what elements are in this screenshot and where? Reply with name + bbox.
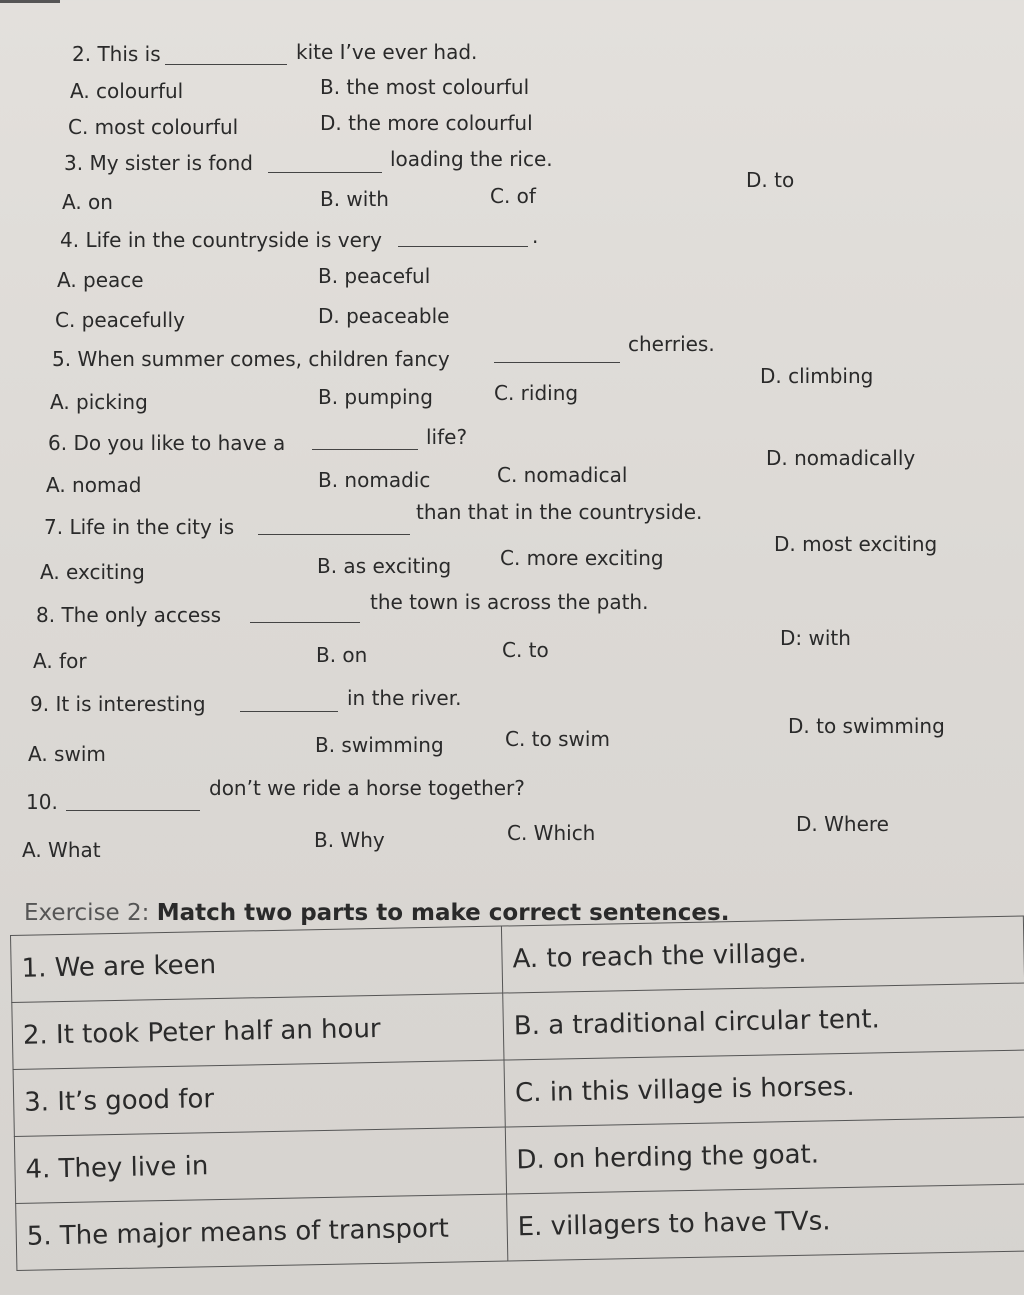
question-9-option-a: A. swim: [28, 742, 106, 766]
question-2-after: kite I’ve ever had.: [296, 40, 478, 64]
question-7-option-d: D. most exciting: [774, 532, 938, 556]
match-right-cell: A. to reach the village.: [501, 916, 1024, 993]
match-right-cell: D. on herding the goat.: [505, 1117, 1024, 1194]
question-6-option-b: B. nomadic: [318, 468, 431, 492]
match-right-cell: C. in this village is horses.: [504, 1050, 1024, 1127]
question-3-option-a: A. on: [62, 190, 113, 214]
question-10-option-a: A. What: [22, 838, 101, 862]
question-8-option-b: B. on: [316, 643, 368, 667]
question-9-stem: 9. It is interesting: [30, 692, 206, 716]
question-5-option-b: B. pumping: [318, 385, 433, 409]
question-6-option-c: C. nomadical: [497, 463, 628, 487]
question-9-blank: [240, 711, 338, 712]
question-3-option-d: D. to: [746, 168, 795, 192]
question-7-after: than that in the countryside.: [416, 500, 703, 524]
match-left-cell: 4. They live in: [14, 1127, 506, 1203]
match-right-cell: B. a traditional circular tent.: [503, 983, 1024, 1060]
question-8-blank: [250, 622, 360, 623]
question-10-after: don’t we ride a horse together?: [209, 776, 525, 800]
question-3-blank: [268, 172, 382, 173]
question-4-option-b: B. peaceful: [318, 264, 431, 288]
match-left-cell: 1. We are keen: [11, 926, 503, 1002]
question-8-option-d: D: with: [780, 626, 851, 650]
match-right-cell: E. villagers to have TVs.: [507, 1184, 1024, 1261]
exercise-2-label: Exercise 2:: [24, 900, 150, 926]
question-2-option-c: C. most colourful: [68, 115, 239, 139]
question-5-option-d: D. climbing: [760, 364, 874, 388]
question-5-stem: 5. When summer comes, children fancy: [52, 347, 450, 371]
question-2-option-b: B. the most colourful: [320, 75, 530, 99]
question-7-stem: 7. Life in the city is: [44, 515, 235, 539]
question-3-stem: 3. My sister is fond: [64, 151, 253, 175]
question-2-stem: 2. This is: [72, 42, 161, 66]
question-2-option-a: A. colourful: [70, 79, 184, 103]
question-9-option-b: B. swimming: [315, 733, 444, 757]
question-4-option-c: C. peacefully: [55, 308, 185, 332]
question-3-option-b: B. with: [320, 187, 389, 211]
question-7-blank: [258, 534, 410, 535]
match-left-cell: 2. It took Peter half an hour: [12, 993, 504, 1069]
question-6-after: life?: [426, 425, 468, 449]
question-5-option-c: C. riding: [494, 381, 579, 405]
question-8-option-a: A. for: [33, 649, 87, 673]
question-4-option-a: A. peace: [57, 268, 144, 292]
question-9-option-c: C. to swim: [505, 727, 610, 751]
question-9-after: in the river.: [347, 686, 462, 710]
question-7-option-c: C. more exciting: [500, 546, 664, 570]
question-2-option-d: D. the more colourful: [320, 111, 533, 135]
question-5-after: cherries.: [628, 332, 715, 356]
match-left-cell: 5. The major means of transport: [16, 1194, 508, 1270]
question-4-stem: 4. Life in the countryside is very: [60, 228, 382, 252]
question-6-option-a: A. nomad: [46, 473, 142, 497]
question-6-stem: 6. Do you like to have a: [48, 431, 286, 455]
question-4-after: .: [532, 224, 539, 248]
exercise-2-title: Match two parts to make correct sentences.: [156, 900, 730, 926]
exercise-2-heading: [24, 902, 729, 925]
question-10-option-b: B. Why: [314, 828, 385, 852]
question-3-after: loading the rice.: [390, 147, 553, 171]
matching-table: [10, 916, 1024, 1271]
question-10-blank: [66, 810, 200, 811]
question-7-option-a: A. exciting: [40, 560, 145, 584]
match-left-cell: 3. It’s good for: [13, 1060, 505, 1136]
question-5-option-a: A. picking: [50, 390, 148, 414]
question-6-option-d: D. nomadically: [766, 446, 916, 470]
question-10-option-d: D. Where: [796, 812, 889, 836]
top-border-fragment: [0, 0, 60, 3]
question-8-stem: 8. The only access: [36, 603, 222, 627]
question-3-option-c: C. of: [490, 184, 536, 208]
question-4-blank: [398, 246, 528, 247]
question-10-stem: 10.: [26, 790, 58, 814]
question-7-option-b: B. as exciting: [317, 554, 452, 578]
question-8-after: the town is across the path.: [370, 590, 649, 614]
question-8-option-c: C. to: [502, 638, 549, 662]
question-6-blank: [312, 449, 418, 450]
question-4-option-d: D. peaceable: [318, 304, 450, 328]
question-2-blank: [165, 64, 287, 65]
question-9-option-d: D. to swimming: [788, 714, 945, 738]
question-10-option-c: C. Which: [507, 821, 596, 845]
question-5-blank: [494, 362, 620, 363]
